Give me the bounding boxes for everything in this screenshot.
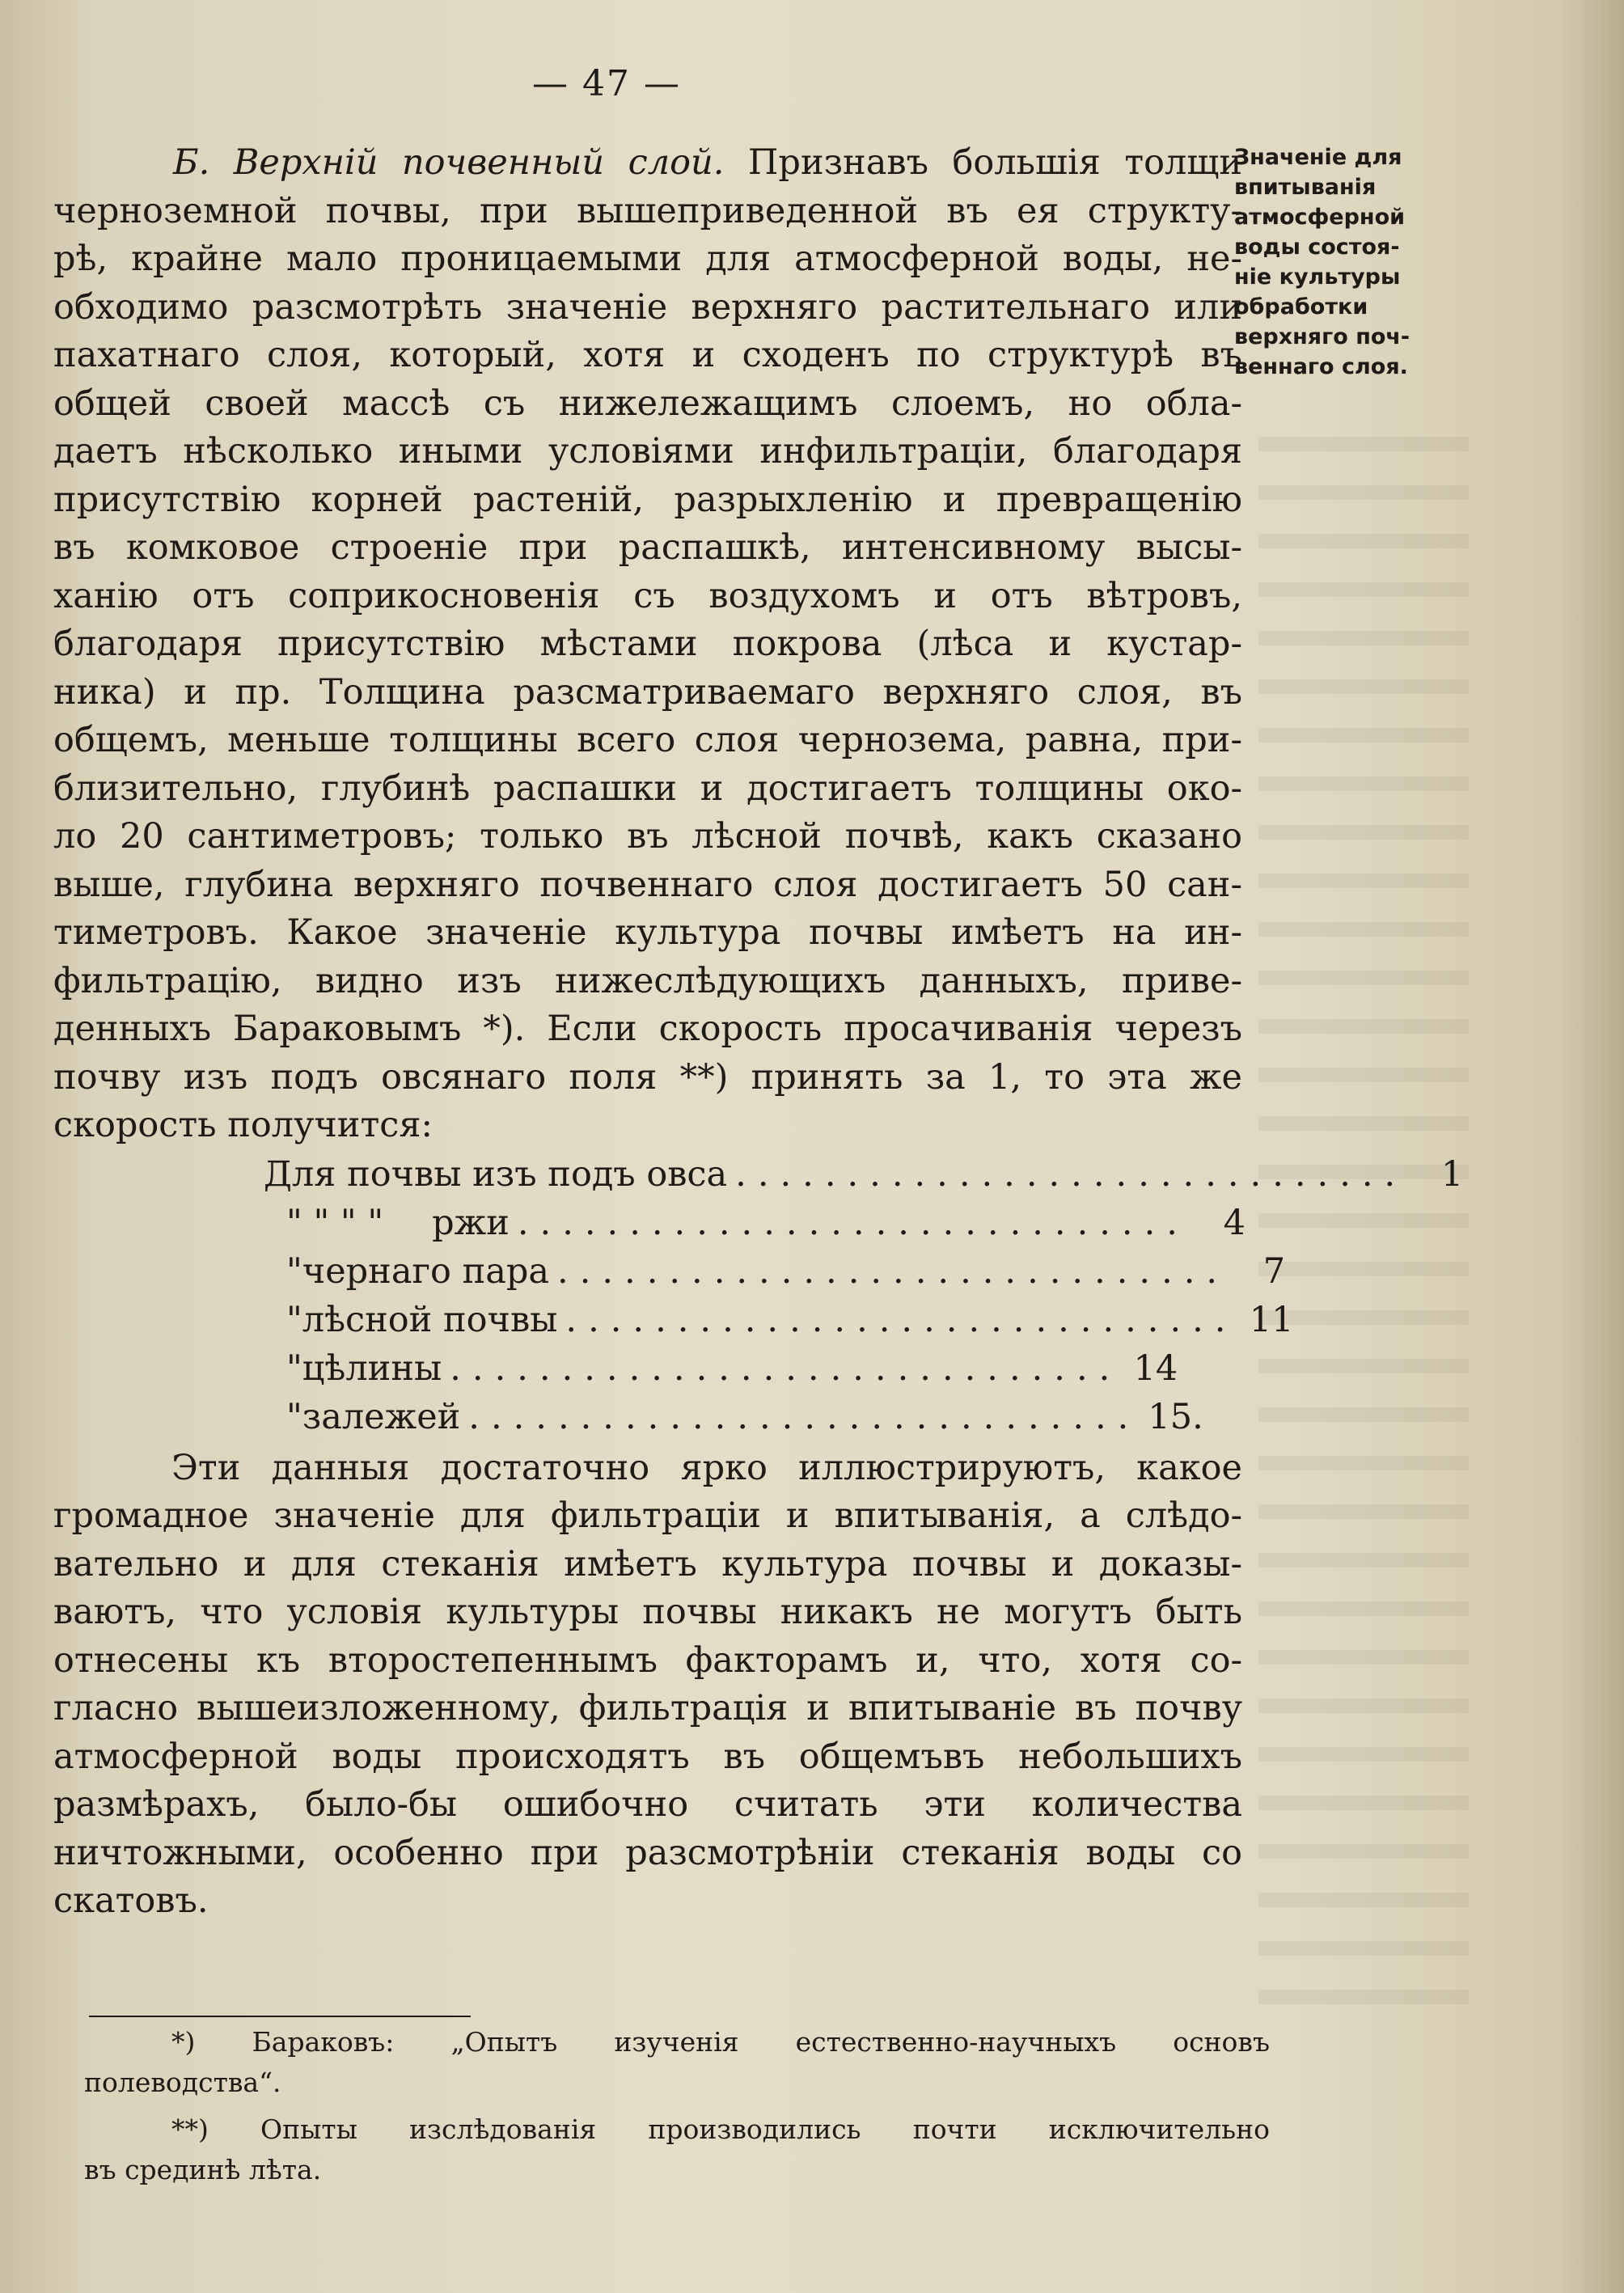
text-line: въ комковое строеніе при распашкѣ, интенсивному высы- bbox=[53, 527, 1242, 568]
margin-note-line: ніе культуры bbox=[1234, 264, 1401, 290]
text-line: ника) и пр. Толщина разсматриваемаго верхняго слоя, въ bbox=[53, 671, 1242, 713]
text-run: Признавъ большія толщи bbox=[747, 142, 1242, 183]
ditto-marks: " bbox=[286, 1396, 302, 1437]
table-row bbox=[264, 1344, 1178, 1393]
text-line: ханію отъ соприкосновенія съ воздухомъ и отъ вѣтровъ, bbox=[53, 575, 1242, 616]
bleed-through-texture bbox=[1258, 437, 1469, 2006]
ditto-marks: " bbox=[286, 1299, 302, 1340]
footnote-divider bbox=[89, 2016, 471, 2017]
row-value: 4 bbox=[1223, 1202, 1245, 1243]
leader-dots: .............................. bbox=[468, 1396, 1140, 1437]
leader-dots: .............................. bbox=[450, 1347, 1122, 1389]
margin-note-line: веннаго слоя. bbox=[1234, 354, 1408, 379]
footnote-line: **) Опыты изслѣдованія производились почти исключительно bbox=[171, 2113, 1270, 2145]
margin-note-line: Значеніе для bbox=[1234, 145, 1402, 170]
table-row bbox=[264, 1247, 1286, 1296]
table-row bbox=[264, 1393, 1203, 1441]
footnote-line: въ срединѣ лѣта. bbox=[84, 2154, 322, 2185]
text-line: скорость получится: bbox=[53, 1105, 433, 1145]
margin-note-line: обработки bbox=[1234, 294, 1368, 319]
row-label: цѣлины bbox=[302, 1347, 442, 1389]
row-label: чернаго пара bbox=[302, 1250, 550, 1292]
margin-note bbox=[1234, 142, 1436, 382]
infiltration-table bbox=[264, 1150, 1464, 1441]
text-line: обходимо разсмотрѣть значеніе верхняго растительнаго или bbox=[53, 286, 1242, 328]
page-number: — 47 — bbox=[532, 63, 681, 104]
text-line: скатовъ. bbox=[53, 1881, 209, 1921]
row-label: Для почвы изъ подъ овса bbox=[264, 1153, 728, 1195]
margin-note-line: верхняго поч- bbox=[1234, 324, 1410, 349]
text-line: вательно и для стеканія имѣетъ культура почвы и доказы- bbox=[53, 1543, 1242, 1584]
text-line: гласно вышеизложенному, фильтрація и впитываніе въ почву bbox=[53, 1688, 1242, 1728]
row-value: 7 bbox=[1262, 1250, 1286, 1292]
text-line: ло 20 сантиметровъ; только въ лѣсной почвѣ, какъ сказано bbox=[53, 816, 1242, 857]
leader-dots: .............................. bbox=[517, 1202, 1189, 1243]
text-line: близительно, глубинѣ распашки и достигаетъ толщины око- bbox=[53, 768, 1242, 809]
footnote-line: *) Бараковъ: „Опытъ изученія естественно-научныхъ основъ bbox=[171, 2026, 1270, 2058]
text-line: общей своей массѣ съ нижележащимъ слоемъ, но обла- bbox=[53, 383, 1242, 424]
row-value: 11 bbox=[1249, 1299, 1294, 1340]
footnotes bbox=[81, 2022, 1270, 2190]
text-line: ваютъ, что условія культуры почвы никакъ не могутъ быть bbox=[53, 1592, 1242, 1632]
leader-dots: .............................. bbox=[557, 1250, 1229, 1292]
margin-note-line: воды состоя- bbox=[1234, 235, 1400, 260]
row-value: 14 bbox=[1133, 1347, 1178, 1389]
text-line: тиметровъ. Какое значеніе культура почвы имѣетъ на ин- bbox=[53, 912, 1242, 953]
ditto-marks: " bbox=[286, 1250, 302, 1292]
margin-note-line: впитыванія bbox=[1234, 175, 1377, 200]
section-heading: Б. Верхній почвенный слой. bbox=[173, 142, 725, 183]
ditto-marks: " " " " bbox=[286, 1202, 384, 1243]
footnote-line: полеводства“. bbox=[84, 2067, 281, 2098]
row-label: ржи bbox=[432, 1202, 510, 1243]
text-line: громадное значеніе для фильтраціи и впитыванія, а слѣдо- bbox=[53, 1496, 1242, 1536]
margin-note-line: атмосферной bbox=[1234, 205, 1406, 230]
text-line: фильтрацію, видно изъ нижеслѣдующихъ данныхъ, приве- bbox=[53, 960, 1242, 1001]
paragraph-first-line bbox=[53, 139, 1242, 188]
table-row bbox=[264, 1296, 1294, 1344]
text-line: присутствію корней растеній, разрыхленію и превращенію bbox=[53, 479, 1242, 520]
text-line: даетъ нѣсколько иными условіями инфильтраціи, благодаря bbox=[53, 431, 1242, 472]
text-line: рѣ, крайне мало проницаемыми для атмосферной воды, не- bbox=[53, 239, 1242, 279]
row-value: 15. bbox=[1148, 1396, 1203, 1437]
leader-dots: .............................. bbox=[735, 1153, 1407, 1195]
text-line: пахатнаго слоя, который, хотя и сходенъ по структурѣ въ bbox=[53, 335, 1242, 375]
text-line: черноземной почвы, при вышеприведенной въ ея структу- bbox=[53, 190, 1242, 231]
row-label: лѣсной почвы bbox=[302, 1299, 558, 1340]
text-line: почву изъ подъ овсянаго поля **) принять за 1, то эта же bbox=[53, 1056, 1242, 1098]
row-value: 1 bbox=[1440, 1153, 1464, 1195]
text-line: отнесены къ второстепеннымъ факторамъ и, что, хотя со- bbox=[53, 1639, 1242, 1681]
text-line: Эти данныя достаточно ярко иллюстрируютъ, какое bbox=[171, 1447, 1242, 1488]
text-line: размѣрахъ, было-бы ошибочно считать эти количества bbox=[53, 1784, 1242, 1825]
table-row bbox=[264, 1199, 1245, 1247]
text-line: атмосферной воды происходятъ въ общемъвъ небольшихъ bbox=[53, 1736, 1242, 1777]
text-line: благодаря присутствію мѣстами покрова (лѣса и кустар- bbox=[53, 624, 1242, 664]
row-label: залежей bbox=[302, 1396, 461, 1437]
text-line: общемъ, меньше толщины всего слоя чернозема, равна, при- bbox=[53, 720, 1242, 760]
text-line: денныхъ Бараковымъ *). Если скорость просачиванія черезъ bbox=[53, 1009, 1242, 1049]
text-line: ничтожными, особенно при разсмотрѣніи стеканія воды со bbox=[53, 1832, 1242, 1873]
ditto-marks: " bbox=[286, 1347, 302, 1389]
table-row bbox=[264, 1150, 1464, 1199]
leader-dots: .............................. bbox=[565, 1299, 1237, 1340]
text-line: выше, глубина верхняго почвеннаго слоя достигаетъ 50 сан- bbox=[53, 864, 1242, 905]
